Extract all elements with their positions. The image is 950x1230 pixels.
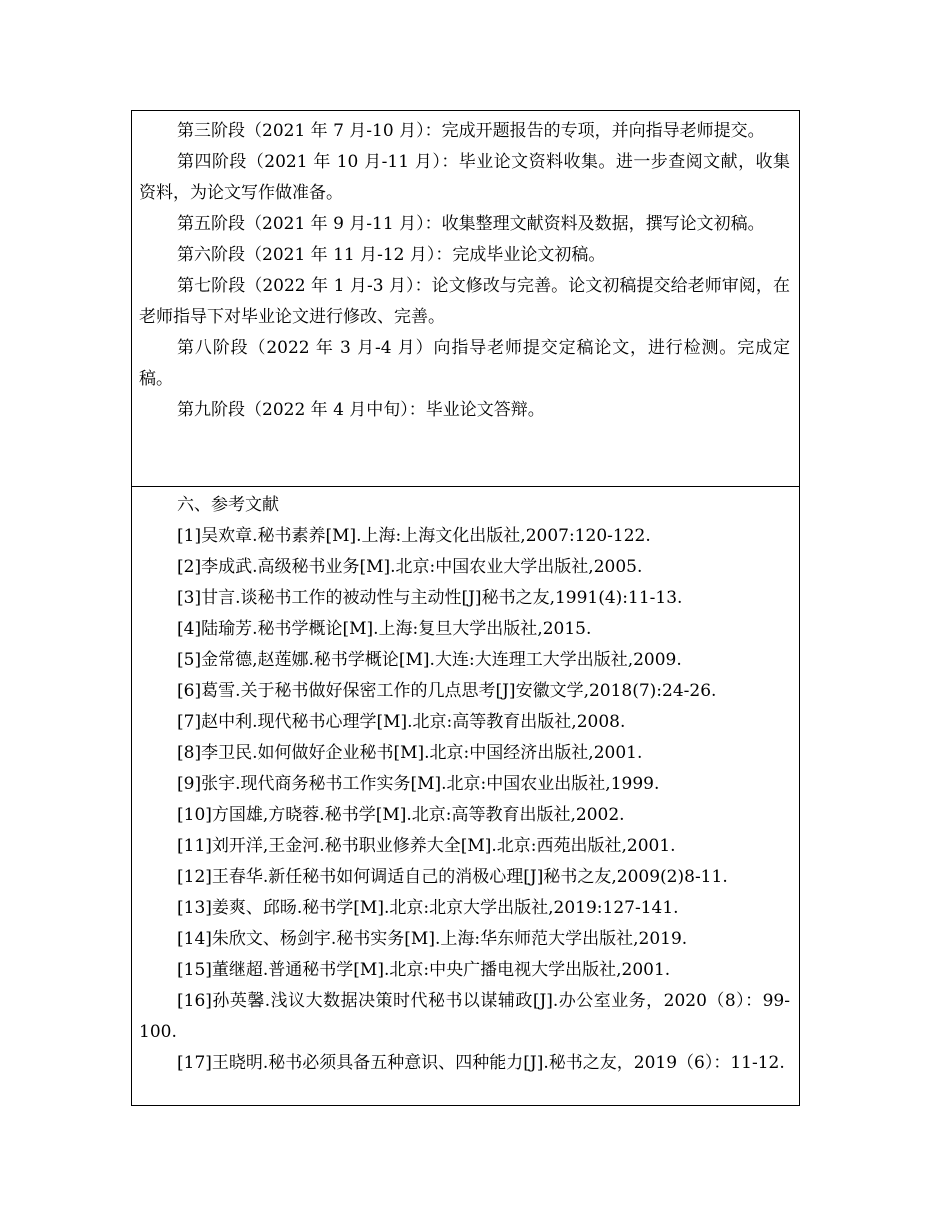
schedule-stage-9: 第九阶段（2022 年 4 月中旬）：毕业论文答辩。: [177, 400, 545, 420]
reference-item: [5]金常德,赵莲娜.秘书学概论[M].大连:大连理工大学出版社,2009.: [177, 650, 682, 670]
schedule-stage-4: 第四阶段（2021 年 10 月-11 月）：毕业论文资料收集。进一步查阅文献，收集资料，为论文写作做准备。: [139, 152, 790, 203]
reference-item: [3]甘言.谈秘书工作的被动性与主动性[J]秘书之友,1991(4):11-13.: [177, 588, 683, 608]
reference-item: [14]朱欣文、杨剑宇.秘书实务[M].上海:华东师范大学出版社,2019.: [177, 929, 688, 949]
schedule-stage-7: 第七阶段（2022 年 1 月-3 月）：论文修改与完善。论文初稿提交给老师审阅，在老师指导下对毕业论文进行修改、完善。: [139, 276, 790, 327]
reference-item: [7]赵中利.现代秘书心理学[M].北京:高等教育出版社,2008.: [177, 712, 626, 732]
reference-item: [9]张宇.现代商务秘书工作实务[M].北京:中国农业出版社,1999.: [177, 774, 660, 794]
table-divider: [132, 486, 799, 487]
reference-item: [6]葛雪.关于秘书做好保密工作的几点思考[J]安徽文学,2018(7):24-26.: [177, 681, 717, 701]
schedule-stage-6: 第六阶段（2021 年 11 月-12 月）：完成毕业论文初稿。: [177, 245, 606, 265]
schedule-stage-5: 第五阶段（2021 年 9 月-11 月）：收集整理文献资料及数据，撰写论文初稿。: [177, 214, 765, 234]
reference-item: [8]李卫民.如何做好企业秘书[M].北京:中国经济出版社,2001.: [177, 743, 643, 763]
reference-item: [2]李成武.高级秘书业务[M].北京:中国农业大学出版社,2005.: [177, 557, 643, 577]
reference-item: [16]孙英馨.浅议大数据决策时代秘书以谋辅政[J].办公室业务，2020（8）：99-100.: [139, 991, 790, 1042]
schedule-cell: [139, 116, 790, 426]
schedule-stage-3: 第三阶段（2021 年 7 月-10 月）：完成开题报告的专项，并向指导老师提交。: [177, 121, 765, 141]
reference-item: [4]陆瑜芳.秘书学概论[M].上海:复旦大学出版社,2015.: [177, 619, 592, 639]
reference-item: [12]王春华.新任秘书如何调适自己的消极心理[J]秘书之友,2009(2)8-11.: [177, 867, 728, 887]
reference-item: [11]刘开洋,王金河.秘书职业修养大全[M].北京:西苑出版社,2001.: [177, 836, 676, 856]
reference-item: [15]董继超.普通秘书学[M].北京:中央广播电视大学出版社,2001.: [177, 960, 671, 980]
reference-item: [13]姜爽、邱旸.秘书学[M].北京:北京大学出版社,2019:127-141.: [177, 898, 679, 918]
document-table: [131, 110, 800, 1106]
references-heading: 六、参考文献: [177, 495, 279, 515]
reference-item: [10]方国雄,方晓蓉.秘书学[M].北京:高等教育出版社,2002.: [177, 805, 625, 825]
reference-item: [17]王晓明.秘书必须具备五种意识、四种能力[J].秘书之友，2019（6）：11-12.: [177, 1053, 785, 1073]
schedule-stage-8: 第八阶段（2022 年 3 月-4 月）向指导老师提交定稿论文，进行检测。完成定稿。: [139, 338, 790, 389]
reference-item: [1]吴欢章.秘书素养[M].上海:上海文化出版社,2007:120-122.: [177, 526, 651, 546]
references-cell: [139, 490, 790, 1079]
